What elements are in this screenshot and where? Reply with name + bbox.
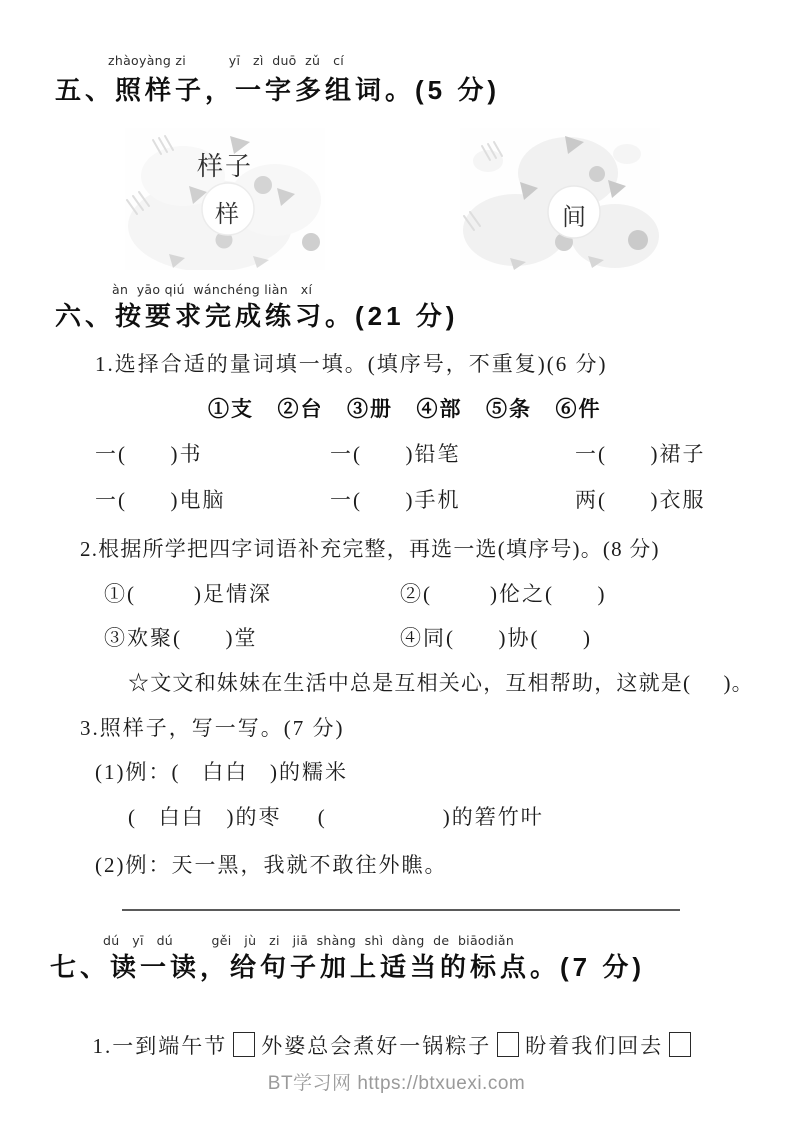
sentence-segment: 1.一到端午节 <box>92 1034 228 1058</box>
example-image-box <box>125 128 325 270</box>
q2-star-sentence: ☆文文和妹妹在生活中总是互相关心，互相帮助，这就是( )。 <box>128 671 754 695</box>
blank-item: 一( )电脑 <box>95 488 226 512</box>
q2-idiom-row-1 <box>104 578 764 608</box>
example-char-label: 样 <box>215 200 239 228</box>
decorative-pattern <box>460 128 660 270</box>
blank-item: 一( )手机 <box>330 488 461 512</box>
sentence-segment: 外婆总会煮好一锅粽子 <box>261 1034 492 1058</box>
section7-title: 七、读一读，给句子加上适当的标点。(7 分) <box>50 952 646 982</box>
blank-item: 两( )衣服 <box>575 488 706 512</box>
q3-example-2: (2)例：天一黑，我就不敢往外瞧。 <box>95 853 448 877</box>
q2-idiom-row-2 <box>104 622 764 652</box>
q1-blank-row-2 <box>95 484 775 514</box>
section7-pinyin: dú yī dú gěi jù zi jiā shàng shì dàng de biāodiǎn <box>103 933 515 948</box>
blank-item: 一( )书 <box>95 442 203 466</box>
q1-prompt: 1.选择合适的量词填一填。(填序号，不重复)(6 分) <box>95 352 608 376</box>
section6-pinyin: àn yāo qiú wánchéng liàn xí <box>112 282 313 297</box>
target-char-label: 间 <box>562 203 586 231</box>
blank-item: 一( )裙子 <box>575 442 706 466</box>
punctuation-sentence <box>78 1005 697 1060</box>
q1-measure-word-options: ①支 ②台 ③册 ④部 ⑤条 ⑥件 <box>208 398 602 421</box>
q3-prompt: 3.照样子，写一写。(7 分) <box>80 716 345 740</box>
example-word-label: 样子 <box>197 152 254 182</box>
punctuation-answer-box[interactable] <box>669 1032 691 1057</box>
q2-prompt: 2.根据所学把四字词语补充完整，再选一选(填序号)。(8 分) <box>80 537 660 561</box>
section5-title: 五、照样子，一字多组词。(5 分) <box>55 75 501 105</box>
idiom-item: ④同( )协( ) <box>400 626 592 650</box>
q3-example-1: (1)例：( 白白 )的糯米 <box>95 760 348 784</box>
section6-title: 六、按要求完成练习。(21 分) <box>55 301 459 331</box>
punctuation-answer-box[interactable] <box>497 1032 519 1057</box>
idiom-item: ③欢聚( )堂 <box>104 626 258 650</box>
sentence-segment: 盼着我们回去 <box>525 1034 664 1058</box>
q3-fill-line: ( 白白 )的枣 ( )的箬竹叶 <box>128 805 544 829</box>
idiom-item: ①( )足情深 <box>104 582 272 606</box>
question-image-box <box>460 128 660 270</box>
section-divider <box>122 909 680 911</box>
punctuation-answer-box[interactable] <box>233 1032 255 1057</box>
idiom-item: ②( )伦之( ) <box>400 582 607 606</box>
blank-item: 一( )铅笔 <box>330 442 461 466</box>
q1-blank-row-1 <box>95 438 775 468</box>
section5-pinyin: zhàoyàng zi yī zì duō zǔ cí <box>108 53 345 68</box>
watermark-link[interactable]: BT学习网 https://btxuexi.com <box>267 1073 526 1094</box>
